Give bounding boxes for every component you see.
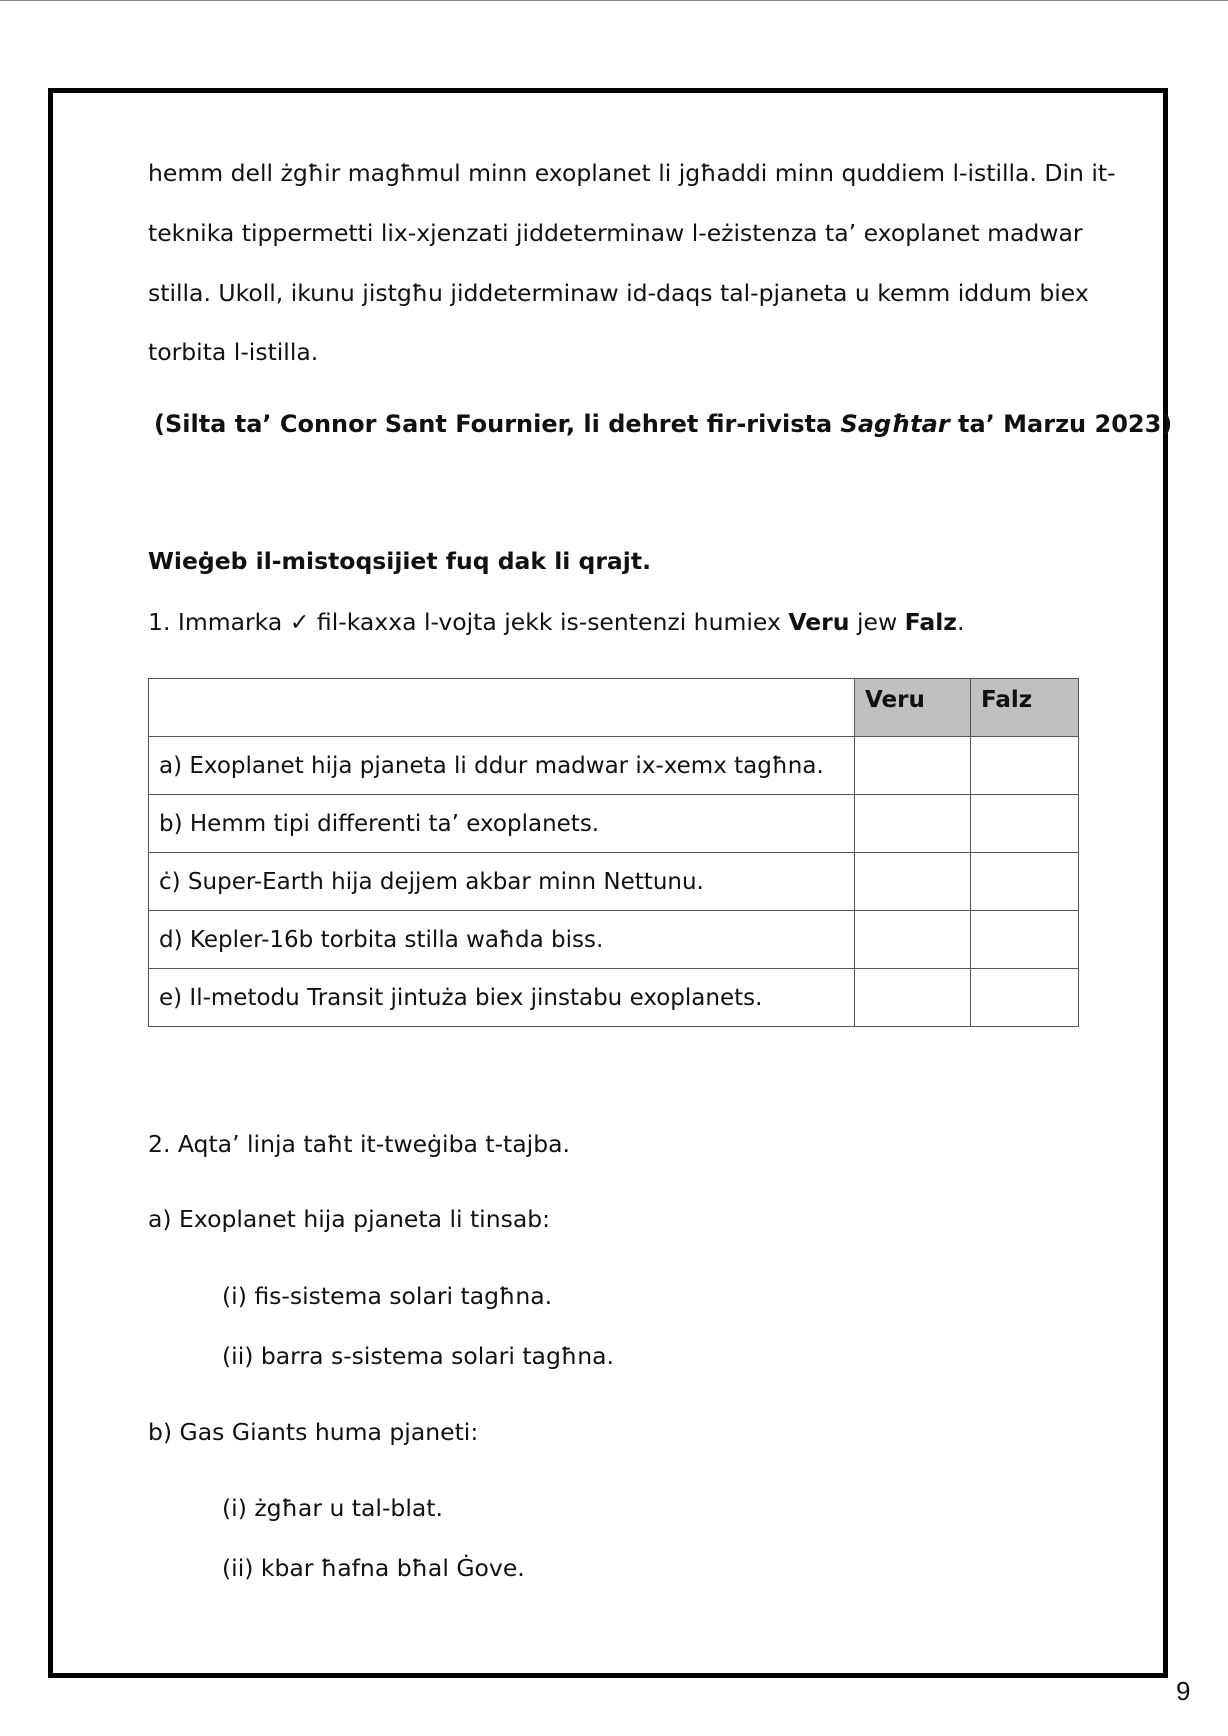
falz-checkbox-e[interactable] bbox=[971, 969, 1079, 1027]
veru-checkbox-d[interactable] bbox=[855, 911, 971, 969]
falz-checkbox-c[interactable] bbox=[971, 853, 1079, 911]
table-row bbox=[149, 737, 1079, 795]
q1-suffix: . bbox=[956, 608, 965, 636]
table-header-row bbox=[149, 679, 1079, 737]
q1-prefix: 1. Immarka ✓ fil-kaxxa l-vojta jekk is-sentenzi humiex bbox=[148, 608, 789, 636]
question-2b-option-i[interactable]: (i) żgħar u tal-blat. bbox=[222, 1494, 443, 1522]
table-header-blank bbox=[149, 679, 855, 737]
veru-checkbox-b[interactable] bbox=[855, 795, 971, 853]
question-2a-option-i[interactable]: (i) fis-sistema solari tagħna. bbox=[222, 1282, 553, 1310]
passage-line-2: teknika tippermetti lix-xjenzati jiddeterminaw l-eżistenza ta’ exoplanet madwar bbox=[148, 219, 1083, 247]
falz-checkbox-b[interactable] bbox=[971, 795, 1079, 853]
source-citation bbox=[154, 410, 1172, 438]
citation-magazine: Sagħtar bbox=[840, 410, 950, 438]
veru-checkbox-c[interactable] bbox=[855, 853, 971, 911]
table-header-veru: Veru bbox=[855, 679, 971, 737]
question-2b-stem: b) Gas Giants huma pjaneti: bbox=[148, 1418, 479, 1446]
table-row bbox=[149, 795, 1079, 853]
passage-line-4: torbita l-istilla. bbox=[148, 338, 319, 366]
page-number: 9 bbox=[1176, 1676, 1191, 1706]
table-header-falz: Falz bbox=[971, 679, 1079, 737]
veru-checkbox-e[interactable] bbox=[855, 969, 971, 1027]
table-row bbox=[149, 853, 1079, 911]
table-row bbox=[149, 911, 1079, 969]
q1-false-word: Falz bbox=[904, 608, 957, 636]
instruction-heading: Wieġeb il-mistoqsijiet fuq dak li qrajt. bbox=[148, 547, 652, 575]
passage-line-3: stilla. Ukoll, ikunu jistgħu jiddeterminaw id-daqs tal-pjaneta u kemm iddum biex bbox=[148, 279, 1089, 307]
falz-checkbox-d[interactable] bbox=[971, 911, 1079, 969]
statement-c: ċ) Super-Earth hija dejjem akbar minn Nettunu. bbox=[149, 853, 855, 911]
question-2a-option-ii[interactable]: (ii) barra s-sistema solari tagħna. bbox=[222, 1342, 614, 1370]
passage-line-1: hemm dell żgħir magħmul minn exoplanet li jgħaddi minn quddiem l-istilla. Din it- bbox=[148, 159, 1116, 187]
question-2b-option-ii[interactable]: (ii) kbar ħafna bħal Ġove. bbox=[222, 1554, 525, 1582]
statement-d: d) Kepler-16b torbita stilla waħda biss. bbox=[149, 911, 855, 969]
question-2-prompt: 2. Aqta’ linja taħt it-tweġiba t-tajba. bbox=[148, 1130, 570, 1158]
page-top-edge bbox=[0, 0, 1228, 1]
table-row bbox=[149, 969, 1079, 1027]
statement-b: b) Hemm tipi differenti ta’ exoplanets. bbox=[149, 795, 855, 853]
falz-checkbox-a[interactable] bbox=[971, 737, 1079, 795]
question-2a-stem: a) Exoplanet hija pjaneta li tinsab: bbox=[148, 1205, 551, 1233]
question-1-prompt bbox=[148, 608, 964, 636]
statement-a: a) Exoplanet hija pjaneta li ddur madwar ix-xemx tagħna. bbox=[149, 737, 855, 795]
citation-before: (Silta ta’ Connor Sant Fournier, li dehret fir-rivista bbox=[154, 410, 841, 438]
true-false-table bbox=[148, 678, 1079, 1027]
citation-after: ta’ Marzu 2023) bbox=[949, 410, 1173, 438]
q1-middle: jew bbox=[849, 608, 905, 636]
q1-true-word: Veru bbox=[788, 608, 850, 636]
veru-checkbox-a[interactable] bbox=[855, 737, 971, 795]
statement-e: e) Il-metodu Transit jintuża biex jinstabu exoplanets. bbox=[149, 969, 855, 1027]
